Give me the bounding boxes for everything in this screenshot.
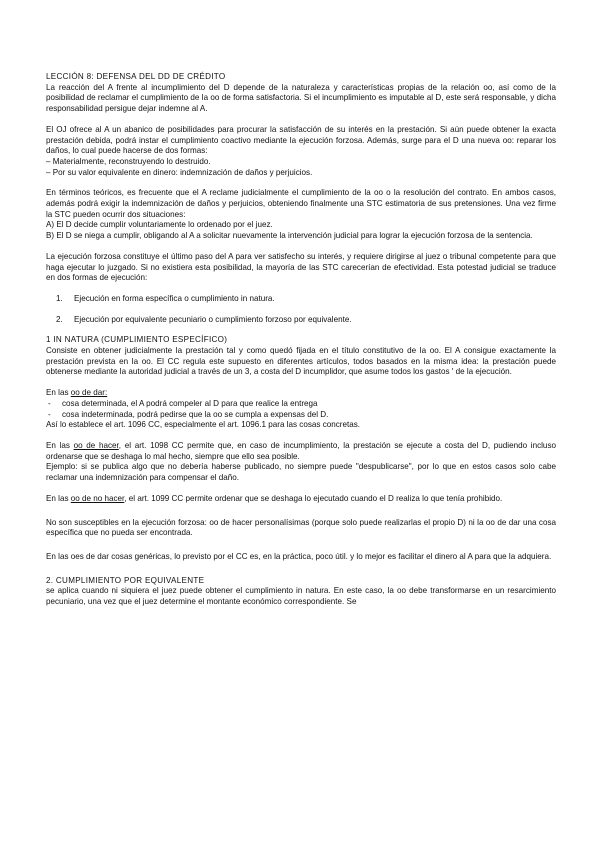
list-number: 1. xyxy=(56,293,63,303)
bullet: - xyxy=(48,409,51,419)
bullet: - xyxy=(48,398,51,408)
document-page xyxy=(46,72,556,608)
list-item-text: Ejecución en forma específica o cumplimiento in natura. xyxy=(74,293,275,303)
section1-heading: 1 IN NATURA (CUMPLIMIENTO ESPECÍFICO) xyxy=(46,335,228,345)
section2-heading: 2. CUMPLIMIENTO POR EQUIVALENTE xyxy=(46,575,205,585)
dar-prefix: En las xyxy=(46,388,71,398)
hacer-example: Ejemplo: si se publica algo que no debería haberse publicado, no siempre puede "despublicarse", por lo que en estos casos solo cabe reclamar una indemnización para compensar el daño. xyxy=(46,462,556,483)
no-hacer-text: , el art. 1099 CC permite ordenar que se deshaga lo ejecutado cuando el D realiza lo que tenía prohibido. xyxy=(124,493,503,503)
no-hacer-prefix: En las xyxy=(46,493,71,503)
list-item xyxy=(46,410,556,421)
intro-paragraph: La reacción del A frente al incumplimiento del D depende de la naturaleza y características propias de la relación oo, así como de la posibilidad de reclamar el cumplimiento de la oo de forma satisfactoria. Si el incumplimiento es imputable al D, este será responsable, y dicha responsabilidad persigue dejar indemne al A. xyxy=(46,82,556,114)
list-item xyxy=(56,315,556,326)
remedy-material-line: – Materialmente, reconstruyendo lo destruido. xyxy=(46,156,211,166)
hacer-term: oo de hacer xyxy=(73,440,119,450)
not-susceptible-paragraph: No son susceptibles en la ejecución forzosa: oo de hacer personalísimas (porque solo puede realizarlas el propio D) ni la oo de dar una cosa específica que no pueda ser encontrada. xyxy=(46,517,556,538)
dar-heading xyxy=(46,388,556,399)
list-item xyxy=(46,399,556,410)
list-item-text: cosa determinada, el A podrá compeler al D para que realice la entrega xyxy=(62,398,318,408)
situation-a: A) El D decide cumplir voluntariamente lo ordenado por el juez. xyxy=(46,220,273,230)
generic-goods-paragraph: En las oes de dar cosas genéricas, lo previsto por el CC es, en la práctica, poco útil. y lo mejor es facilitar el dinero al A para que la adquiera. xyxy=(46,551,552,561)
execution-forms-list xyxy=(46,294,556,325)
list-item xyxy=(56,294,556,305)
no-hacer-term: oo de no hacer xyxy=(70,493,125,503)
remedies-paragraph: El OJ ofrece al A un abanico de posibilidades para procurar la satisfacción de su interés en la prestación. Si aún puede obtener la exacta prestación debida, podrá instar el cumplimiento coactivo mediante la ejecución forzosa. Además, surge para el D una nueva oo: reparar los daños, lo cual puede hacerse de dos formas: xyxy=(46,124,556,156)
hacer-paragraph xyxy=(46,441,556,462)
section2-paragraph: se aplica cuando ni siquiera el juez puede obtener el cumplimiento in natura. En este caso, la oo debe transformarse en un resarcimiento pecuniario, una vez que el juez determine el montante económico correspondiente. Se xyxy=(46,586,556,607)
section1-intro: Consiste en obtener judicialmente la prestación tal y como quedó fijada en el título constitutivo de la oo. El A consigue exactamente la prestación prevista en la oo. El CC regula este supuesto en diferentes artículos, todos basados en la misma idea: la prestación puede obtenerse mediante la autoridad judicial a través de un 3, a costa del D incumplidor, que asume todos los gastos ' de la ejecución. xyxy=(46,346,556,377)
dar-term: oo de dar: xyxy=(70,388,108,398)
theory-paragraph: En términos teóricos, es frecuente que el A reclame judicialmente el cumplimiento de la oo o la resolución del contrato. En ambos casos, además podrá exigir la indemnización de daños y perjuicios, obteniendo finalmente una STC estimatoria de sus pretensiones. Una vez firme la STC pueden ocurrir dos situaciones: xyxy=(46,188,556,219)
lesson-title: LECCIÓN 8: DEFENSA DEL DD DE CRÉDITO xyxy=(46,72,226,81)
list-number: 2. xyxy=(56,314,63,324)
list-item-text: cosa indeterminada, podrá pedirse que la oo se cumpla a expensas del D. xyxy=(62,409,329,419)
list-item-text: Ejecución por equivalente pecuniario o cumplimiento forzoso por equivalente. xyxy=(74,314,352,324)
remedy-equivalent-line: – Por su valor equivalente en dinero: indemnización de daños y perjuicios. xyxy=(46,167,313,177)
situation-b: B) El D se niega a cumplir, obligando al A a solicitar nuevamente la intervención judicial para lograr la ejecución forzosa de la sentencia. xyxy=(46,231,533,241)
hacer-prefix: En las xyxy=(46,440,74,450)
no-hacer-paragraph xyxy=(46,494,556,505)
hacer-text: , el art. 1098 CC permite que, en caso de incumplimiento, la prestación se ejecute a costa del D, pudiendo incluso ordenarse que se deshaga lo mal hecho, siempre que ello sea posible. xyxy=(46,440,556,461)
dar-article-note: Así lo establece el art. 1096 CC, especialmente el art. 1096.1 para las cosas concretas. xyxy=(46,420,361,430)
forced-execution-paragraph: La ejecución forzosa constituye el último paso del A para ver satisfecho su interés, y requiere dirigirse al juez o tribunal competente para que haga ejecutar lo juzgado. Si no existiera esta posibilidad, la mayoría de las STC carecerían de efectividad. Esta potestad judicial se traduce en dos formas de ejecución: xyxy=(46,251,556,283)
